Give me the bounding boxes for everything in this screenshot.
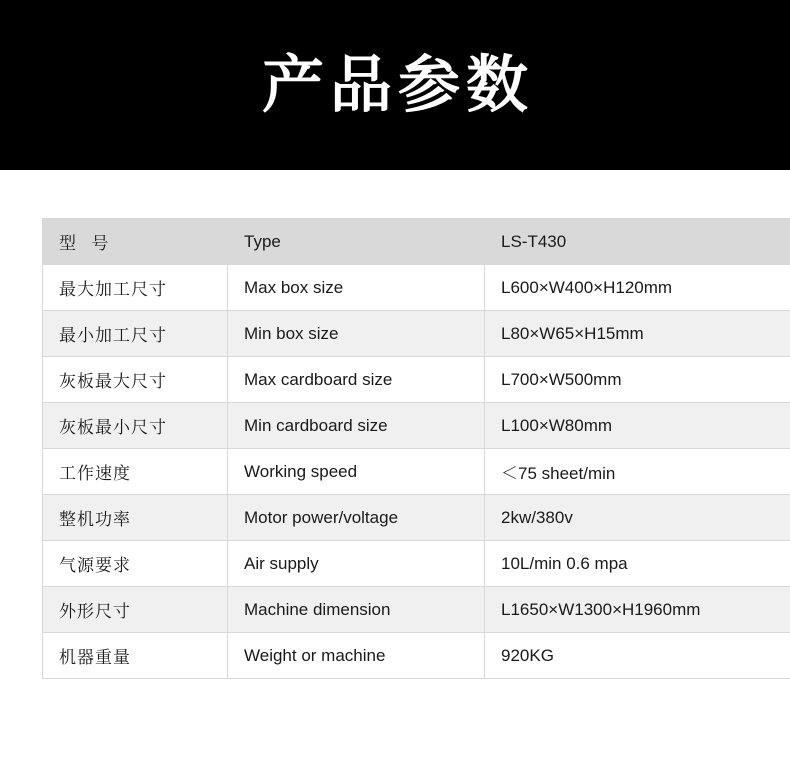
table-row [43,311,790,357]
spec-label-en: Min box size [228,311,485,357]
spec-label-cn: 外形尺寸 [43,587,228,633]
spec-value: 10L/min 0.6 mpa [485,541,790,587]
spec-label-en: Max cardboard size [228,357,485,403]
table-row [43,587,790,633]
spec-label-cn: 机器重量 [43,633,228,679]
spec-label-cn: 最大加工尺寸 [43,265,228,311]
spec-label-en: Air supply [228,541,485,587]
spec-table-container [0,170,790,679]
page-title: 产品参数 [261,48,534,121]
spec-value: LS-T430 [485,219,790,265]
table-row [43,219,790,265]
footer-spacer [0,679,790,749]
spec-value: L100×W80mm [485,403,790,449]
spec-table-body [43,219,790,679]
spec-value: L1650×W1300×H1960mm [485,587,790,633]
spec-value: ＜75 sheet/min [485,449,790,495]
table-row [43,403,790,449]
table-row [43,541,790,587]
spec-label-en: Motor power/voltage [228,495,485,541]
hero-banner [0,0,790,170]
spec-label-cn: 灰板最大尺寸 [43,357,228,403]
spec-value: L80×W65×H15mm [485,311,790,357]
spec-value: 920KG [485,633,790,679]
spec-label-cn: 型 号 [43,219,228,265]
spec-label-en: Max box size [228,265,485,311]
table-row [43,495,790,541]
spec-label-en: Min cardboard size [228,403,485,449]
spec-value: L600×W400×H120mm [485,265,790,311]
spec-label-cn: 整机功率 [43,495,228,541]
spec-label-en: Working speed [228,449,485,495]
spec-label-cn: 工作速度 [43,449,228,495]
spec-label-cn: 气源要求 [43,541,228,587]
table-row [43,265,790,311]
table-row [43,357,790,403]
table-row [43,633,790,679]
spec-label-en: Machine dimension [228,587,485,633]
specification-table [42,218,790,679]
spec-value: L700×W500mm [485,357,790,403]
spec-value: 2kw/380v [485,495,790,541]
spec-label-en: Type [228,219,485,265]
spec-label-en: Weight or machine [228,633,485,679]
spec-label-cn: 灰板最小尺寸 [43,403,228,449]
table-row [43,449,790,495]
spec-label-cn: 最小加工尺寸 [43,311,228,357]
